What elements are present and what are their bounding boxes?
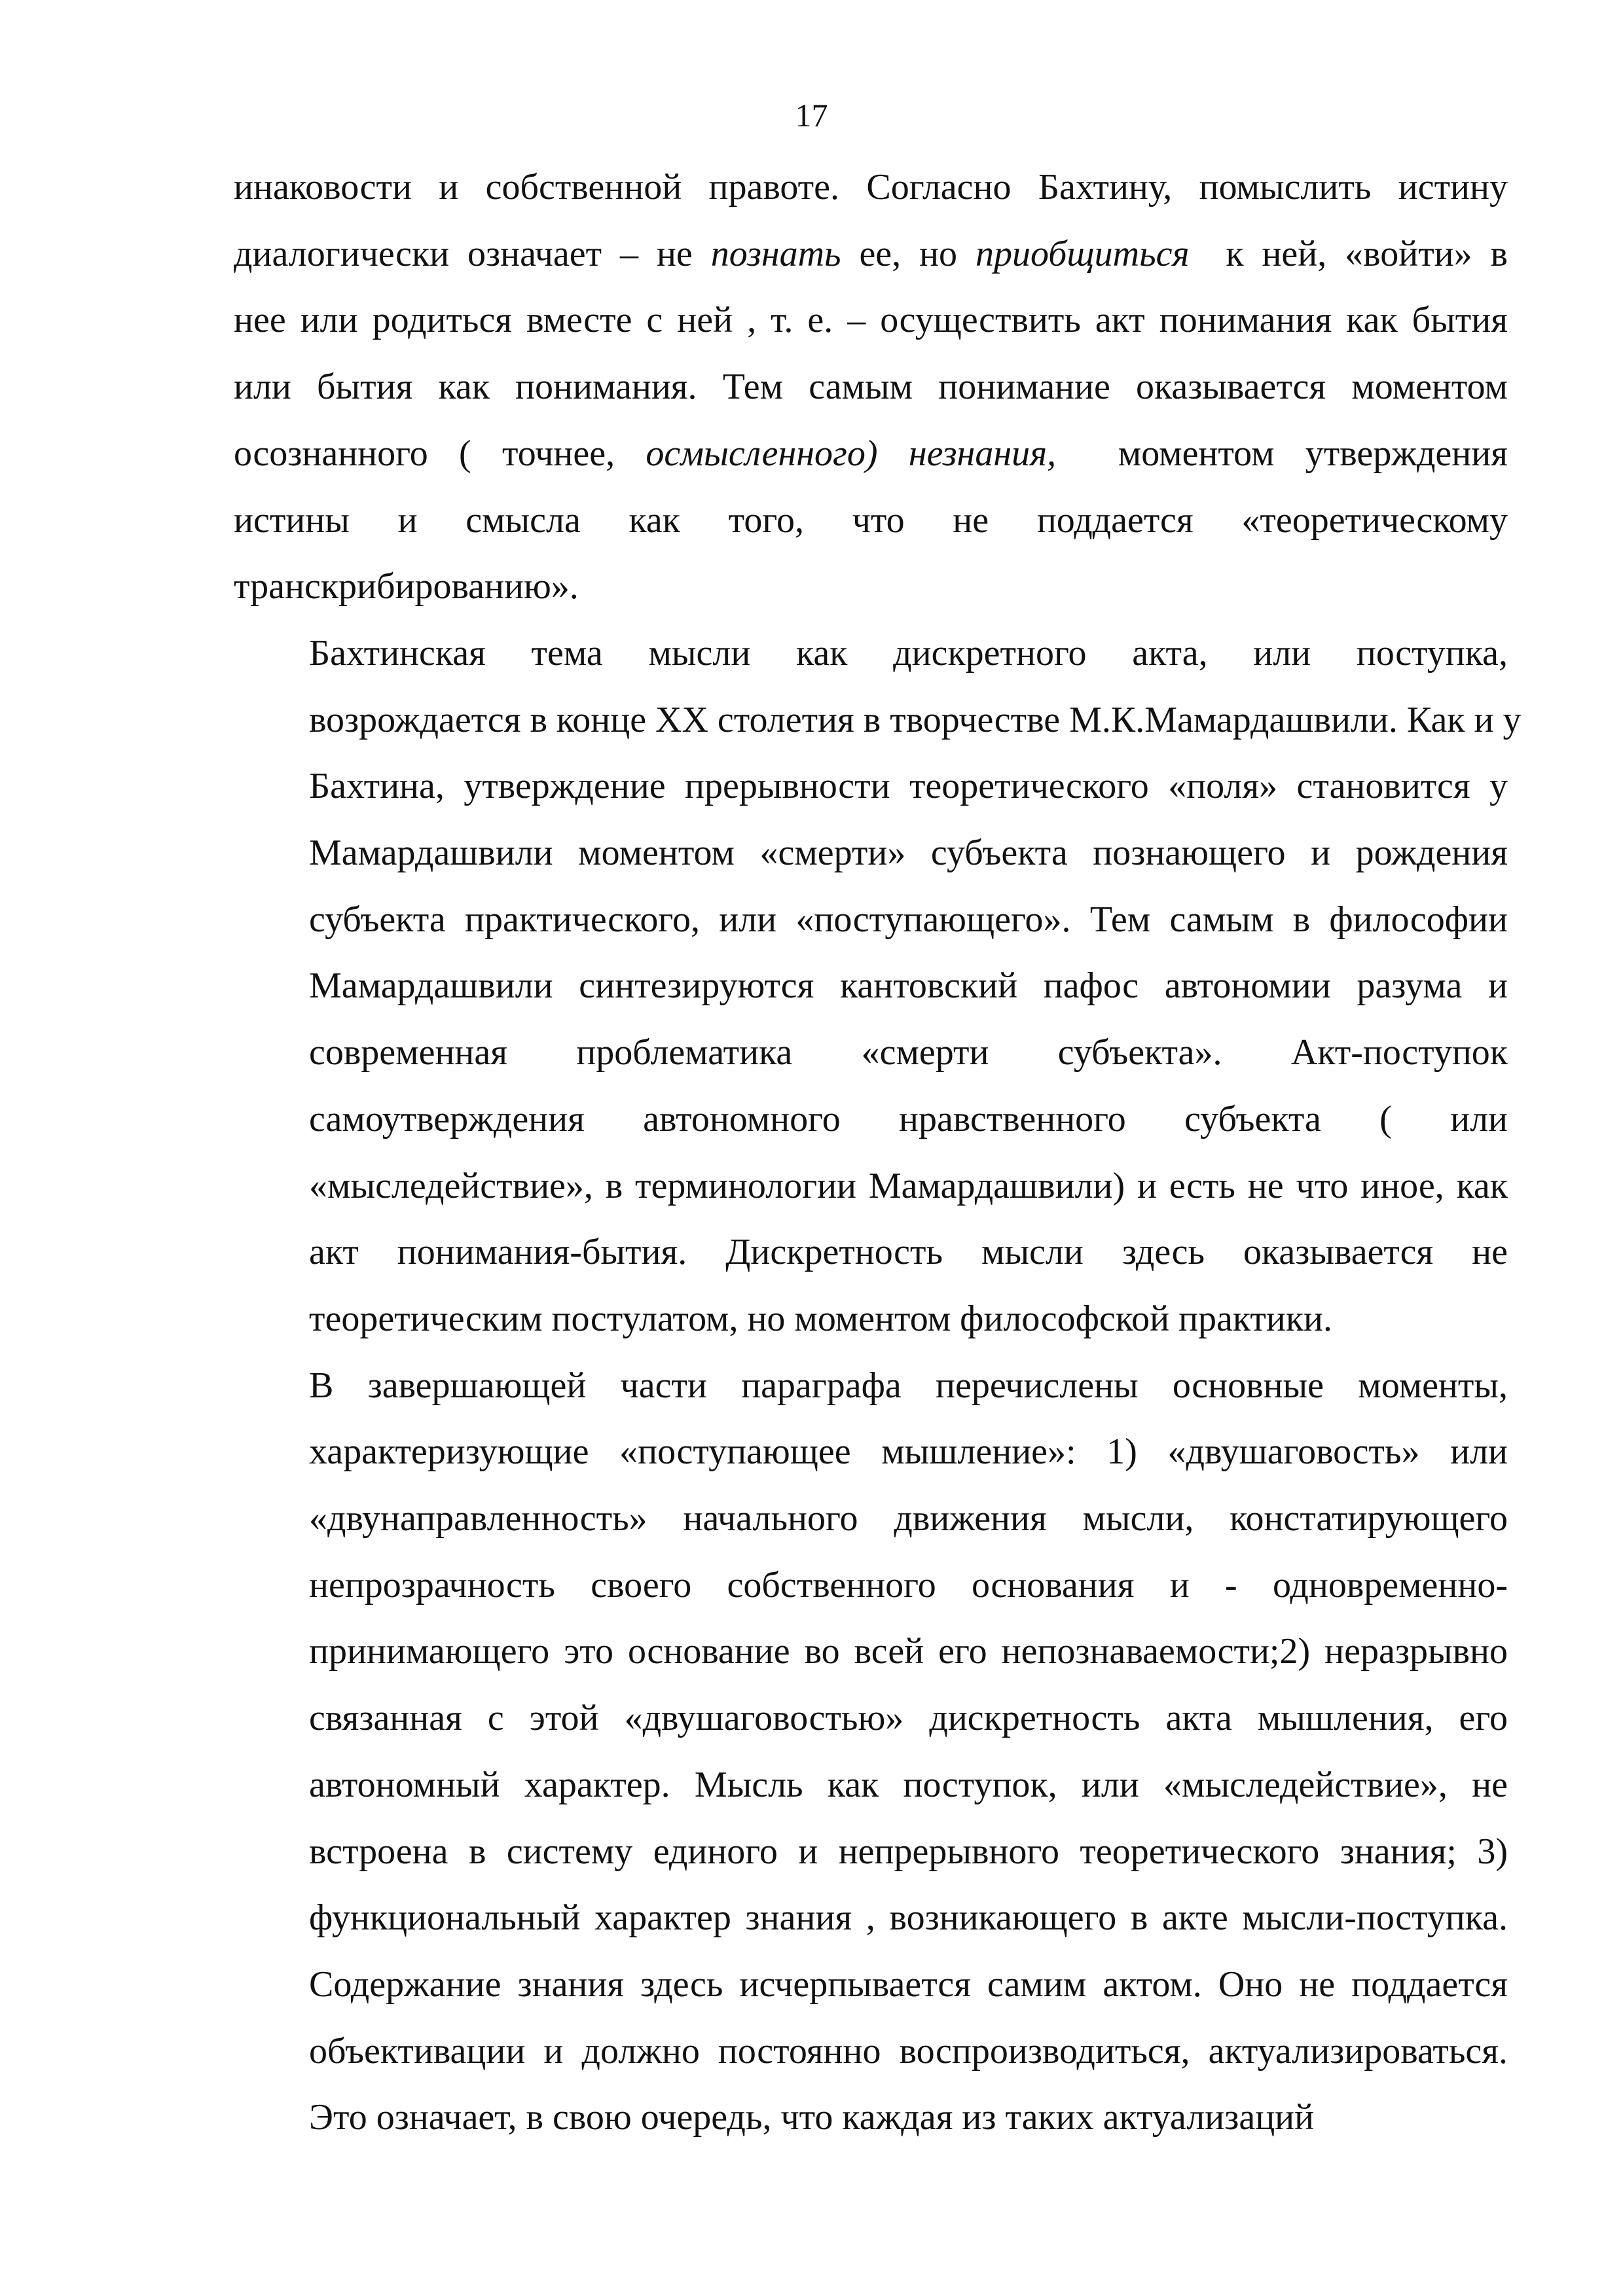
text-run: объективации и должно постоянно воспроизводиться, актуализироваться. <box>309 2030 1508 2072</box>
text-run: к ней, «войти» в <box>1189 233 1508 274</box>
text-run: характеризующие «поступающее мышление»: 1) «двушаговость» или <box>309 1431 1508 1473</box>
text-line <box>234 421 1508 488</box>
text-run: осознанного ( точнее, <box>234 433 646 474</box>
text-run: инаковости и собственной правоте. Согласно Бахтину, помыслить истину <box>234 167 1508 207</box>
paragraph-3 <box>234 1353 1508 2151</box>
text-line <box>234 1619 1508 1685</box>
italic-emphasis: приобщиться <box>975 233 1190 274</box>
text-run: субъекта практического, или «поступающего». Тем самым в философии <box>309 899 1508 940</box>
italic-emphasis: познать <box>710 233 841 274</box>
text-line <box>234 620 1508 687</box>
page-number: 17 <box>795 97 828 134</box>
text-line <box>234 953 1508 1020</box>
text-line <box>234 354 1508 421</box>
text-run: В завершающей части параграфа перечислены основные моменты, <box>309 1365 1508 1406</box>
text-run: моментом утверждения <box>1056 433 1508 474</box>
text-run: Мамардашвили моментом «смерти» субъекта познающего и рождения <box>309 833 1508 874</box>
text-run: функциональный характер знания , возникающего в акте мысли-поступка. <box>309 1897 1508 1939</box>
text-run: Бахтинская тема мысли как дискретного акта, или поступка, <box>309 632 1508 673</box>
text-run: Содержание знания здесь исчерпывается самим актом. Оно не поддается <box>309 1964 1508 2005</box>
text-line <box>234 1020 1508 1086</box>
text-run: или бытия как понимания. Тем самым понимание оказывается моментом <box>234 367 1508 408</box>
text-line <box>234 1219 1508 1286</box>
text-run: акт понимания-бытия. Дискретность мысли здесь оказывается не <box>309 1232 1508 1273</box>
text-line <box>234 887 1508 954</box>
text-run: автономный характер. Мысль как поступок, или «мыследействие», не <box>309 1764 1508 1805</box>
text-run: возрождается в конце XX столетия в творчестве М.К.Мамардашвили. Как и у <box>309 699 1522 740</box>
text-line <box>234 287 1508 354</box>
text-run: ее, но <box>841 233 976 274</box>
text-line <box>234 1353 1508 1420</box>
text-line <box>234 1752 1508 1819</box>
text-line <box>234 753 1508 820</box>
text-line <box>234 1819 1508 1886</box>
text-line <box>234 1885 1508 1952</box>
text-run: современная проблематика «смерти субъекта». Акт-поступок <box>309 1032 1508 1073</box>
paragraph-1 <box>234 154 1508 620</box>
text-run: «мыследействие», в терминологии Мамардашвили) и есть не что иное, как <box>309 1165 1508 1206</box>
text-line <box>234 687 1522 754</box>
text-run: непрозрачность своего собственного основания и - одновременно- <box>309 1564 1508 1605</box>
text-run: теоретическим постулатом, но моментом философской практики. <box>309 1298 1332 1339</box>
text-run: транскрибированию». <box>234 566 579 607</box>
text-run: Бахтина, утверждение прерывности теоретического «поля» становится у <box>309 766 1508 807</box>
paragraph-2 <box>234 620 1522 1353</box>
text-line <box>234 1086 1508 1153</box>
text-line <box>234 2018 1508 2085</box>
document-body <box>234 154 1522 2151</box>
text-line <box>234 221 1508 288</box>
text-line <box>234 488 1508 554</box>
text-run: принимающего это основание во всей его непознаваемости;2) неразрывно <box>309 1631 1508 1672</box>
text-line <box>234 1685 1508 1752</box>
text-run: встроена в систему единого и непрерывного теоретического знания; 3) <box>309 1831 1508 1872</box>
text-run: истины и смысла как того, что не поддается «теоретическому <box>234 499 1508 541</box>
text-run: связанная с этой «двушаговостью» дискретность акта мышления, его <box>309 1698 1508 1739</box>
text-line <box>234 1952 1508 2018</box>
text-line <box>234 2085 1508 2151</box>
text-line <box>234 1419 1508 1486</box>
italic-emphasis: осмысленного) незнания, <box>646 433 1057 474</box>
text-run: самоутверждения автономного нравственного субъекта ( или <box>309 1098 1508 1139</box>
text-line <box>234 1486 1508 1552</box>
text-line <box>234 1286 1508 1353</box>
text-run: Мамардашвили синтезируются кантовский пафос автономии разума и <box>309 965 1508 1007</box>
text-line <box>234 1552 1508 1619</box>
text-line <box>234 554 1508 620</box>
text-run: «двунаправленность» начального движения мысли, констатирующего <box>309 1498 1508 1539</box>
text-run: диалогически означает – не <box>234 233 711 274</box>
text-run: нее или родиться вместе с ней , т. е. – осуществить акт понимания как бытия <box>234 300 1508 341</box>
text-line <box>234 1153 1508 1220</box>
text-run: Это означает, в свою очередь, что каждая из таких актуализаций <box>309 2097 1315 2138</box>
text-line <box>234 820 1508 887</box>
text-line <box>234 154 1508 221</box>
